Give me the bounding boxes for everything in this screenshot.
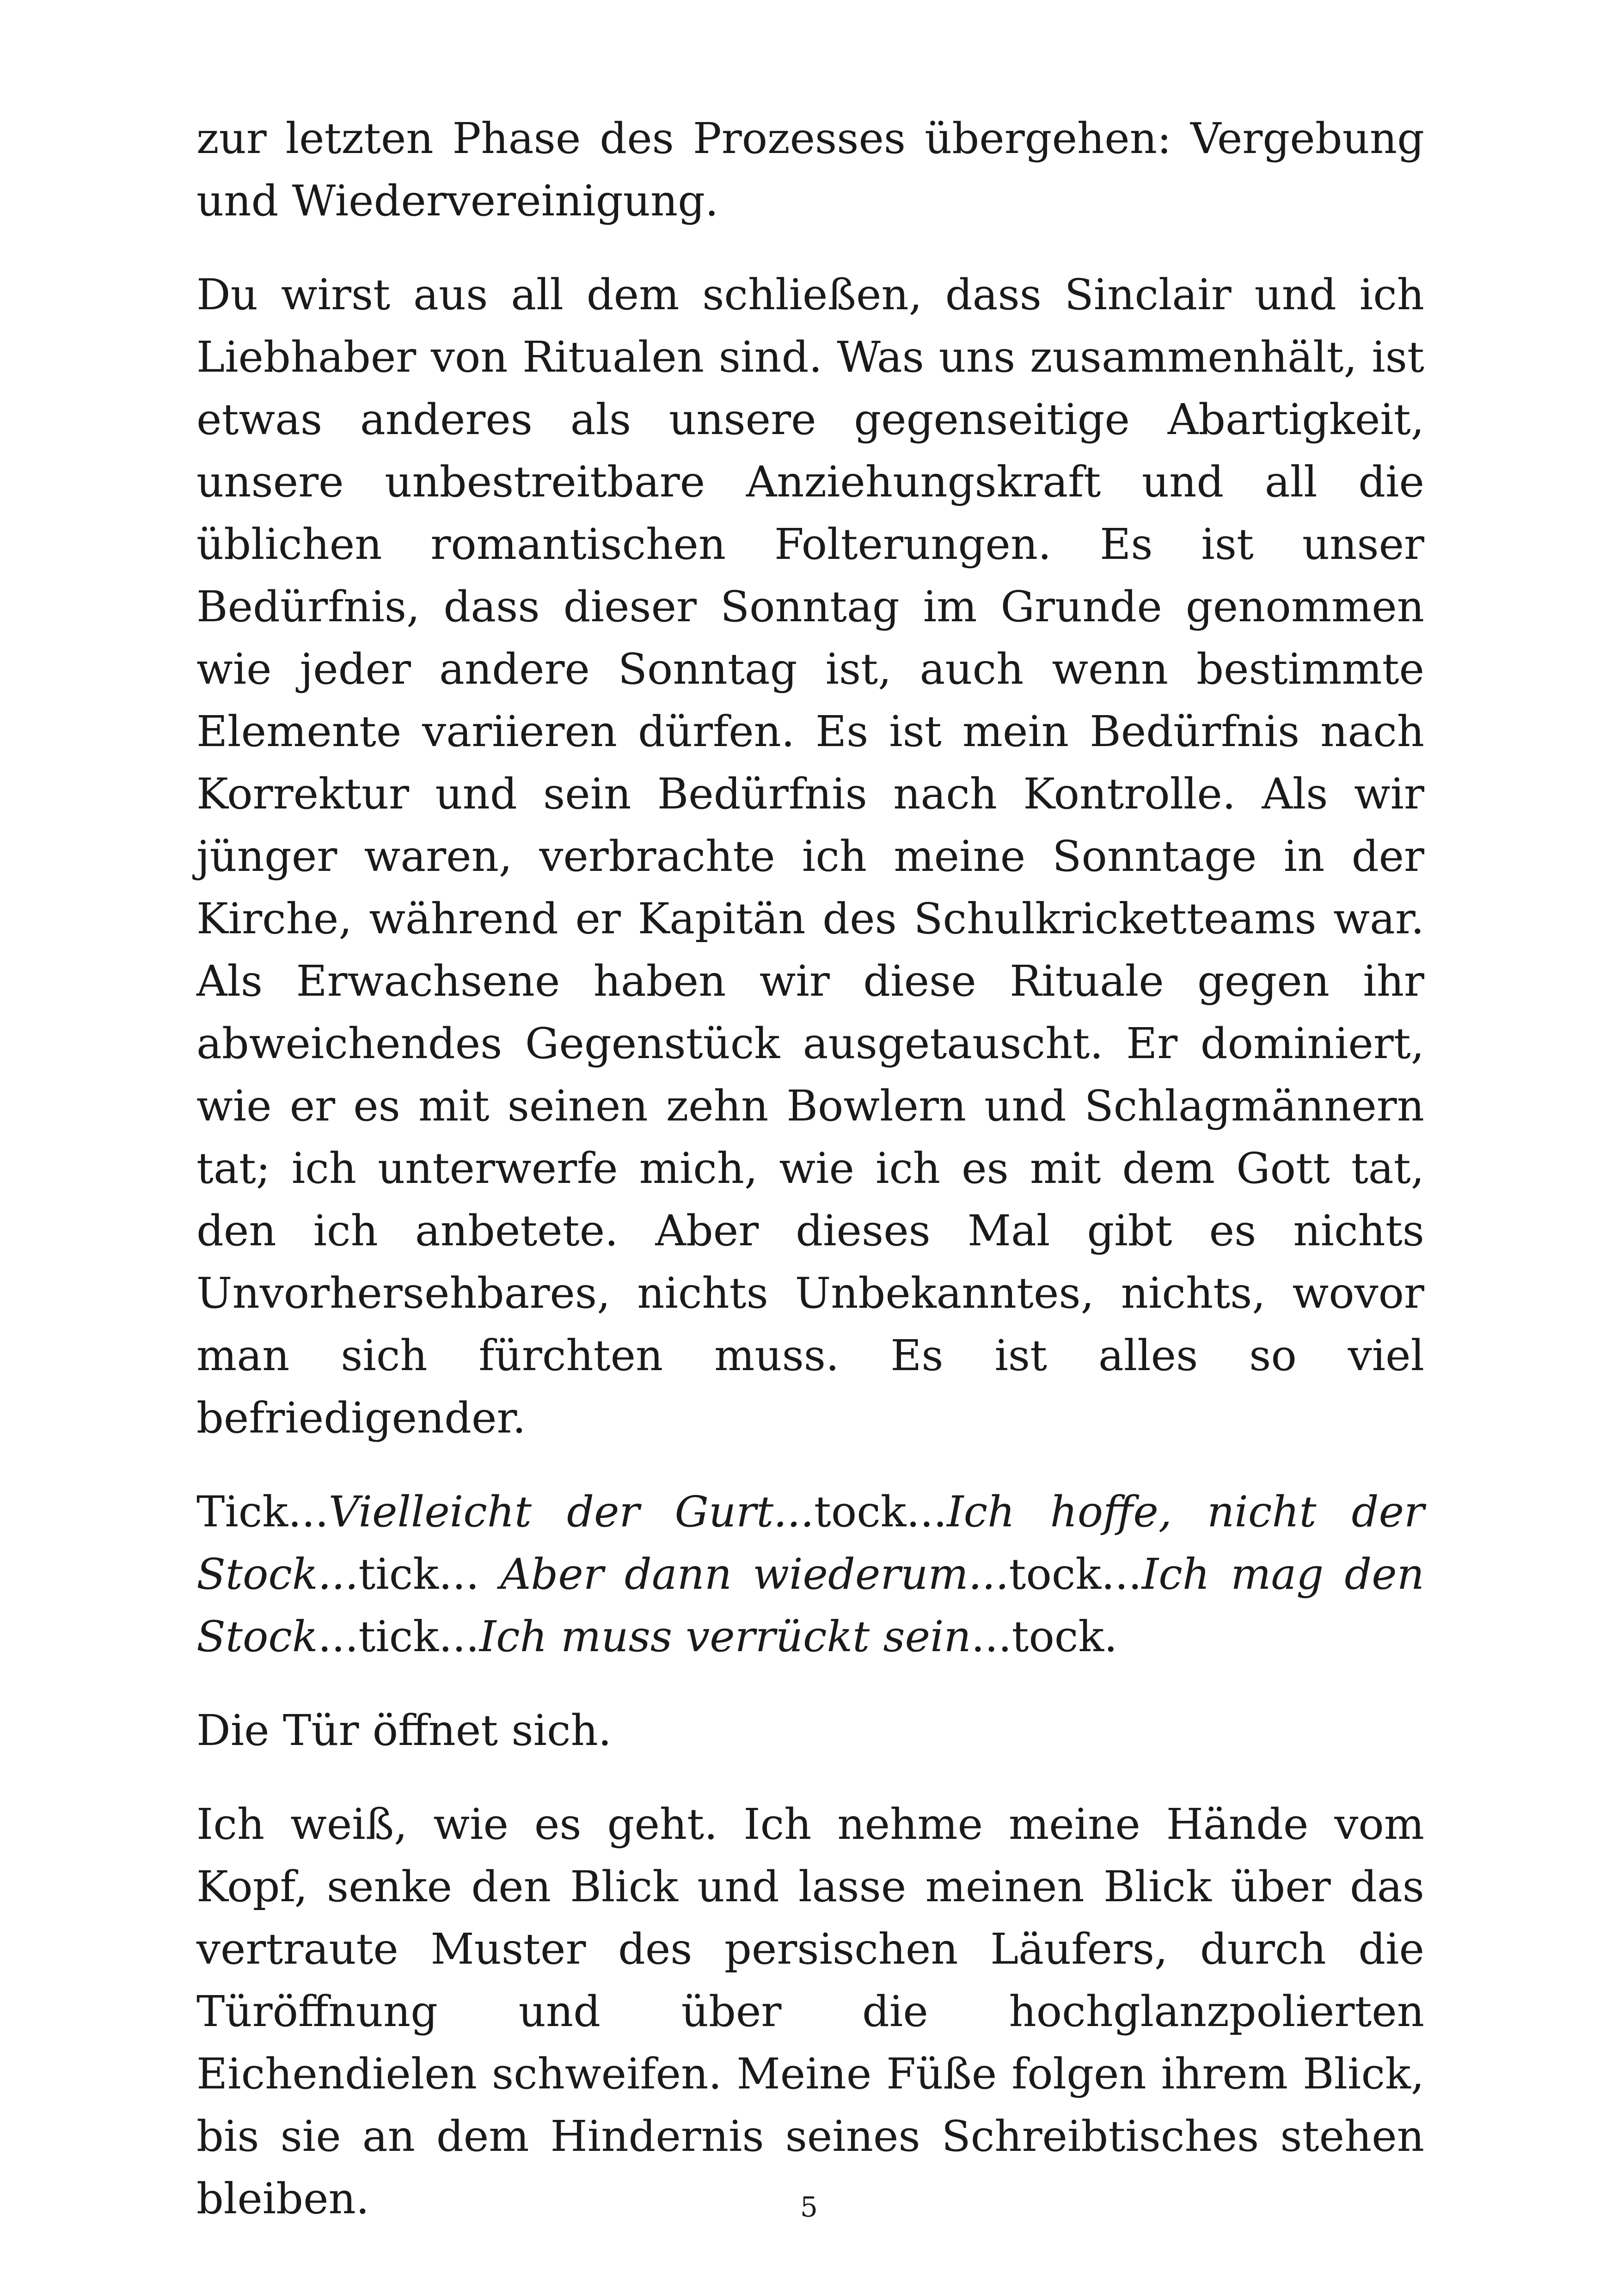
paragraph-1	[196, 107, 1424, 232]
paragraph-2-text: Du wirst aus all dem schließen, dass Sinclair und ich Liebhaber von Ritualen sind. Was uns zusammenhält, ist etwas anderes als unsere gegenseitige Abartigkeit, unsere unbestreitbare Anziehungskraft und all die üblichen romantischen Folterungen. Es ist unser Bedürfnis, dass dieser Sonntag im Grunde genommen wie jeder andere Sonntag ist, auch wenn bestimmte Elemente variieren dürfen. Es ist mein Bedürfnis nach Korrektur und sein Bedürfnis nach Kontrolle. Als wir jünger waren, verbrachte ich meine Sonntage in der Kirche, während er Kapitän des Schulkricketteams war. Als Erwachsene haben wir diese Rituale gegen ihr abweichendes Gegenstück ausgetauscht. Er dominiert, wie er es mit seinen zehn Bowlern und Schlagmännern tat; ich unterwerfe mich, wie ich es mit dem Gott tat, den ich anbetete. Aber dieses Mal gibt es nichts Unvorhersehbares, nichts Unbekanntes, nichts, wovor man sich fürchten muss. Es ist alles so viel befriedigender.	[196, 270, 1424, 1443]
paragraph-1-text: zur letzten Phase des Prozesses übergehen: Vergebung und Wiedervereinigung.	[196, 114, 1424, 226]
paragraph-3-seg-11: ...tock.	[971, 1612, 1118, 1661]
paragraph-3-seg-10: Ich muss verrückt sein	[479, 1612, 971, 1661]
paragraph-5	[196, 1793, 1424, 2230]
paragraph-3-seg-8: Ich mag den Stock	[196, 1549, 1424, 1661]
paragraph-3-seg-7: tock...	[1009, 1549, 1142, 1599]
page-number: 5	[800, 2191, 818, 2223]
paragraph-3-seg-3: tock...	[814, 1487, 947, 1537]
paragraph-3-seg-2: Vielleicht der Gurt...	[328, 1487, 814, 1537]
paragraph-3-seg-5: tick...	[358, 1549, 500, 1599]
paragraph-2	[196, 263, 1424, 1449]
paragraph-3	[196, 1481, 1424, 1668]
paragraph-3-seg-6: Aber dann wiederum...	[500, 1549, 1009, 1599]
paragraph-3-seg-4: Ich hoffe, nicht der Stock...	[196, 1487, 1424, 1599]
paragraph-4-text: Die Tür öffnet sich.	[196, 1706, 612, 1755]
paragraph-5-text: Ich weiß, wie es geht. Ich nehme meine Hände vom Kopf, senke den Blick und lasse meinen Blick über das vertraute Muster des persischen Läufers, durch die Türöffnung und über die hochglanzpolierten Eichendielen schweifen. Meine Füße folgen ihrem Blick, bis sie an dem Hindernis seines Schreibtisches stehen bleiben.	[196, 1800, 1424, 2223]
paragraph-3-seg-1: Tick...	[196, 1487, 329, 1537]
body-text	[196, 107, 1424, 2261]
paragraph-4	[196, 1699, 1424, 1762]
paragraph-3-seg-9: ...tick...	[318, 1612, 479, 1661]
